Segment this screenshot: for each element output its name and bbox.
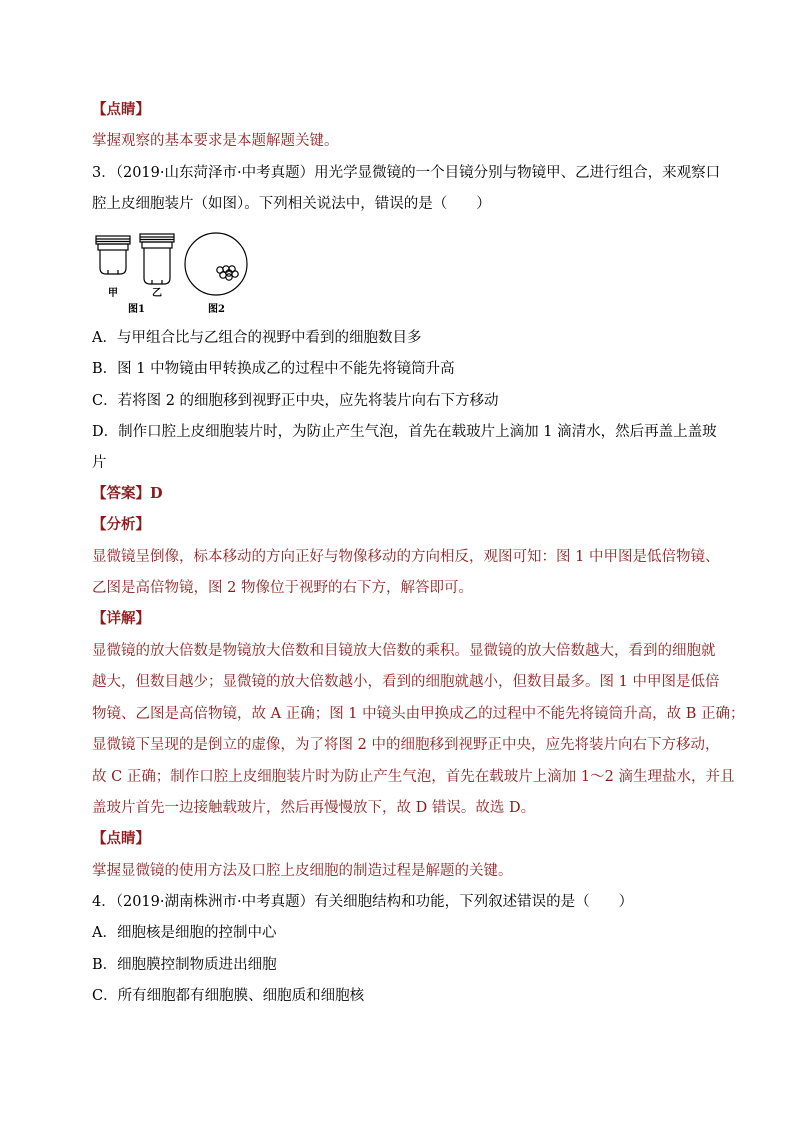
dianjing-label: 【点睛】 xyxy=(92,101,150,118)
q3-stem-line2: 腔上皮细胞装片（如图）。下列相关说法中，错误的是（ ） xyxy=(92,196,491,212)
microscope-figure xyxy=(92,228,262,318)
detail-line: 越大，但数目越少；显微镜的放大倍数越小，看到的细胞就越小，但数目最多。图 1 中甲图是低倍 xyxy=(92,674,720,690)
detail-line: 显微镜的放大倍数是物镜放大倍数和目镜放大倍数的乘积。显微镜的放大倍数越大，看到的细胞就 xyxy=(92,643,716,659)
dianjing-label-2: 【点睛】 xyxy=(92,830,150,847)
objective-jia-drawing xyxy=(96,236,130,274)
q4-stem: 4．（2019·湖南株洲市·中考真题）有关细胞结构和功能，下列叙述错误的是（ ） xyxy=(92,894,634,910)
label-fig1: 图1 xyxy=(128,304,145,315)
label-fig2: 图2 xyxy=(208,304,225,315)
q3-option-b: B．图 1 中物镜由甲转换成乙的过程中不能先将镜筒升高 xyxy=(92,361,455,377)
analysis-label: 【分析】 xyxy=(92,516,150,533)
q3-option-d-line1: D．制作口腔上皮细胞装片时，为防止产生气泡，首先在载玻片上滴加 1 滴清水，然后再盖上盖玻 xyxy=(92,424,717,440)
q3-option-c: C．若将图 2 的细胞移到视野正中央，应先将装片向右下方移动 xyxy=(92,393,499,409)
detail-label: 【详解】 xyxy=(92,610,150,627)
label-yi: 乙 xyxy=(152,288,162,299)
objective-yi-drawing xyxy=(140,234,174,284)
dianjing-text: 掌握观察的基本要求是本题解题关键。 xyxy=(92,133,339,149)
q4-option-b: B．细胞膜控制物质进出细胞 xyxy=(92,957,277,973)
q3-option-a: A．与甲组合比与乙组合的视野中看到的细胞数目多 xyxy=(92,330,422,346)
q3-stem-line1: 3．（2019·山东菏泽市·中考真题）用光学显微镜的一个目镜分别与物镜甲、乙进行组合，来观察口 xyxy=(92,165,721,181)
answer xyxy=(92,484,163,504)
objective-lens-diagram xyxy=(92,228,262,318)
q3-option-d-line2: 片 xyxy=(92,455,107,471)
answer-text: 【答案】D xyxy=(92,485,163,502)
analysis-line2: 乙图是高倍物镜，图 2 物像位于视野的右下方，解答即可。 xyxy=(92,580,473,596)
q4-option-c: C．所有细胞都有细胞膜、细胞质和细胞核 xyxy=(92,988,365,1004)
dianjing-text-2: 掌握显微镜的使用方法及口腔上皮细胞的制造过程是解题的关键。 xyxy=(92,863,513,879)
q4-option-a: A．细胞核是细胞的控制中心 xyxy=(92,925,277,941)
detail-line: 物镜、乙图是高倍物镜，故 A 正确；图 1 中镜头由甲换成乙的过程中不能先将镜筒升高，故 B 正确； xyxy=(92,706,745,722)
detail-line: 故 C 正确；制作口腔上皮细胞装片时为防止产生气泡，首先在载玻片上滴加 1～2 滴生理盐水，并且 xyxy=(92,769,735,785)
label-jia: 甲 xyxy=(108,288,118,299)
detail-line: 显微镜下呈现的是倒立的虚像，为了将图 2 中的细胞移到视野正中央，应先将装片向右下方移动， xyxy=(92,737,720,753)
field-of-view-drawing xyxy=(185,233,247,295)
analysis-line1: 显微镜呈倒像，标本移动的方向正好与物像移动的方向相反，观图可知：图 1 中甲图是低倍物镜、 xyxy=(92,549,720,565)
detail-line: 盖玻片首先一边接触载玻片，然后再慢慢放下，故 D 错误。故选 D。 xyxy=(92,800,536,816)
